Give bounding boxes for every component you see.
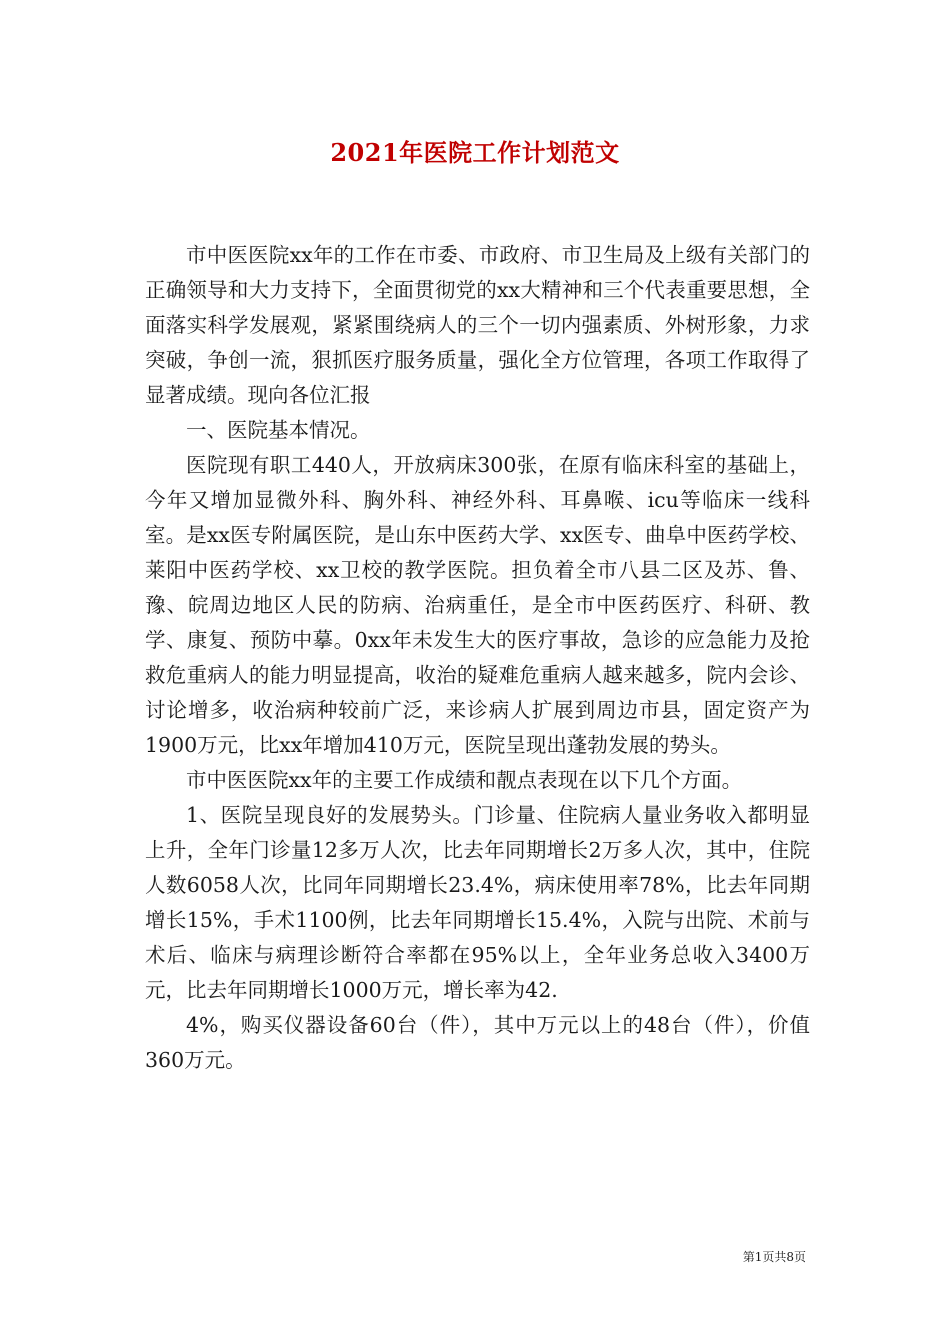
paragraph-achievement-1: 1、医院呈现良好的发展势头。门诊量、住院病人量业务收入都明显上升，全年门诊量12多万人次，比去年同期增长2万多人次，其中，住院人数6058人次，比同年同期增长23.4%，病床使用率78%，比去年同期增长15%，手术1100例，比去年同期增长15.4%，入院与出院、术前与术后、临床与病理诊断符合率都在95%以上，全年业务总收入3400万元，比去年同期增长1000万元，增长率为42. xyxy=(145,803,810,1002)
page-number: 第1页共8页 xyxy=(742,1250,806,1264)
paragraph-achievements-intro: 市中医医院xx年的主要工作成绩和靓点表现在以下几个方面。 xyxy=(186,768,743,792)
section-heading-basic-info: 一、医院基本情况。 xyxy=(186,418,371,442)
paragraph-basic-info: 医院现有职工440人，开放病床300张，在原有临床科室的基础上，今年又增加显微外科、胸外科、神经外科、耳鼻喉、icu等临床一线科室。是xx医专附属医院，是山东中医药大学、xx医专、曲阜中医药学校、莱阳中医药学校、xx卫校的教学医院。担负着全市八县二区及苏、鲁、豫、皖周边地区人民的防病、治病重任，是全市中医药医疗、科研、教学、康复、预防中摹。0xx年未发生大的医疗事故，急诊的应急能力及抢救危重病人的能力明显提高，收治的疑难危重病人越来越多，院内会诊、讨论增多，收治病种较前广泛，来诊病人扩展到周边市县，固定资产为1900万元，比xx年增加410万元，医院呈现出蓬勃发展的势头。 xyxy=(145,453,810,757)
paragraph-equipment: 4%，购买仪器设备60台（件），其中万元以上的48台（件），价值360万元。 xyxy=(145,1013,810,1072)
document-body xyxy=(145,238,810,1078)
paragraph-intro: 市中医医院xx年的工作在市委、市政府、市卫生局及上级有关部门的正确领导和大力支持下，全面贯彻党的xx大精神和三个代表重要思想，全面落实科学发展观，紧紧围绕病人的三个一切内强素质、外树形象，力求突破，争创一流，狠抓医疗服务质量，强化全方位管理，各项工作取得了显著成绩。现向各位汇报 xyxy=(145,243,810,407)
document-title: 2021年医院工作计划范文 xyxy=(330,138,620,167)
